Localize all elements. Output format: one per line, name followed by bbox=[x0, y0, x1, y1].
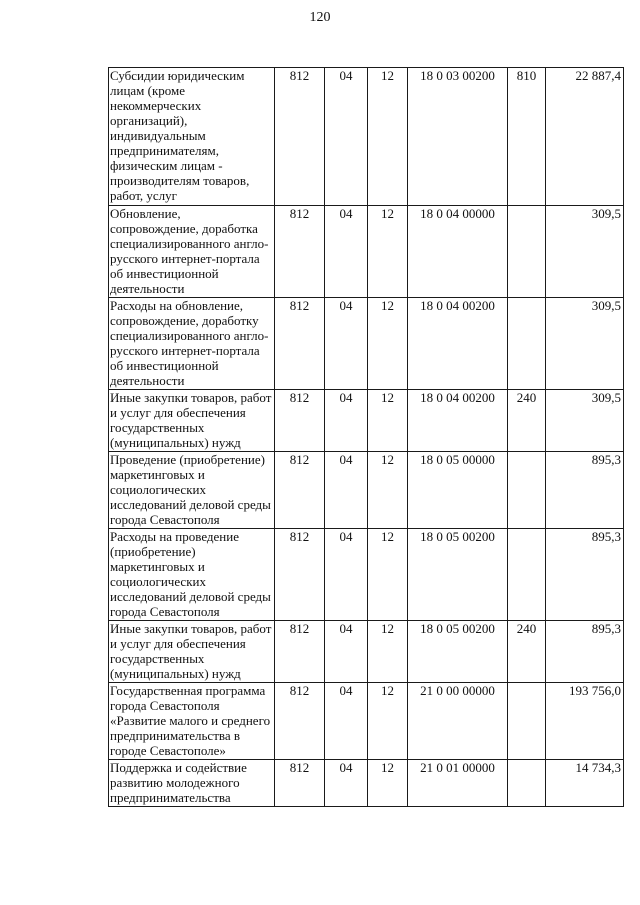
ministry-code-cell: 812 bbox=[275, 298, 325, 390]
table-row bbox=[109, 529, 624, 621]
table-row bbox=[109, 68, 624, 206]
expense-name-cell: Расходы на обновление, сопровождение, доработку специализированного англо-русского интернет-портала об инвестиционной деятельности bbox=[109, 298, 275, 390]
section-code-cell: 04 bbox=[325, 529, 368, 621]
subsection-code-cell: 12 bbox=[368, 452, 408, 529]
section-code-cell: 04 bbox=[325, 68, 368, 206]
expense-name-cell: Обновление, сопровождение, доработка специализированного англо-русского интернет-портала об инвестиционной деятельности bbox=[109, 206, 275, 298]
ministry-code-cell: 812 bbox=[275, 760, 325, 807]
section-code-cell: 04 bbox=[325, 683, 368, 760]
expense-name-cell: Поддержка и содействие развитию молодежного предпринимательства bbox=[109, 760, 275, 807]
expense-type-cell: 240 bbox=[508, 390, 546, 452]
ministry-code-cell: 812 bbox=[275, 206, 325, 298]
subsection-code-cell: 12 bbox=[368, 298, 408, 390]
ministry-code-cell: 812 bbox=[275, 529, 325, 621]
expense-type-cell bbox=[508, 298, 546, 390]
amount-cell: 895,3 bbox=[546, 529, 624, 621]
expense-name-cell: Государственная программа города Севастополя «Развитие малого и среднего предпринимательства в городе Севастополе» bbox=[109, 683, 275, 760]
expense-name-cell: Субсидии юридическим лицам (кроме некоммерческих организаций), индивидуальным предпринимателям, физическим лицам - производителям товаров, работ, услуг bbox=[109, 68, 275, 206]
target-article-cell: 18 0 03 00200 bbox=[408, 68, 508, 206]
expense-type-cell bbox=[508, 206, 546, 298]
target-article-cell: 18 0 04 00200 bbox=[408, 298, 508, 390]
amount-cell: 193 756,0 bbox=[546, 683, 624, 760]
table-row bbox=[109, 390, 624, 452]
amount-cell: 22 887,4 bbox=[546, 68, 624, 206]
expense-type-cell bbox=[508, 529, 546, 621]
subsection-code-cell: 12 bbox=[368, 760, 408, 807]
ministry-code-cell: 812 bbox=[275, 683, 325, 760]
subsection-code-cell: 12 bbox=[368, 683, 408, 760]
amount-cell: 895,3 bbox=[546, 621, 624, 683]
expense-type-cell: 240 bbox=[508, 621, 546, 683]
table-row bbox=[109, 760, 624, 807]
expense-name-cell: Проведение (приобретение) маркетинговых и социологических исследований деловой среды города Севастополя bbox=[109, 452, 275, 529]
section-code-cell: 04 bbox=[325, 760, 368, 807]
ministry-code-cell: 812 bbox=[275, 621, 325, 683]
target-article-cell: 21 0 01 00000 bbox=[408, 760, 508, 807]
table-row bbox=[109, 452, 624, 529]
amount-cell: 309,5 bbox=[546, 390, 624, 452]
target-article-cell: 21 0 00 00000 bbox=[408, 683, 508, 760]
target-article-cell: 18 0 04 00000 bbox=[408, 206, 508, 298]
section-code-cell: 04 bbox=[325, 621, 368, 683]
ministry-code-cell: 812 bbox=[275, 452, 325, 529]
target-article-cell: 18 0 05 00200 bbox=[408, 621, 508, 683]
table-row bbox=[109, 621, 624, 683]
expense-name-cell: Расходы на проведение (приобретение) маркетинговых и социологических исследований деловой среды города Севастополя bbox=[109, 529, 275, 621]
subsection-code-cell: 12 bbox=[368, 68, 408, 206]
expense-type-cell bbox=[508, 452, 546, 529]
subsection-code-cell: 12 bbox=[368, 390, 408, 452]
page-number: 120 bbox=[309, 10, 331, 25]
amount-cell: 14 734,3 bbox=[546, 760, 624, 807]
target-article-cell: 18 0 05 00000 bbox=[408, 452, 508, 529]
section-code-cell: 04 bbox=[325, 390, 368, 452]
amount-cell: 895,3 bbox=[546, 452, 624, 529]
section-code-cell: 04 bbox=[325, 206, 368, 298]
subsection-code-cell: 12 bbox=[368, 206, 408, 298]
subsection-code-cell: 12 bbox=[368, 621, 408, 683]
ministry-code-cell: 812 bbox=[275, 390, 325, 452]
expense-type-cell bbox=[508, 760, 546, 807]
table-row bbox=[109, 683, 624, 760]
subsection-code-cell: 12 bbox=[368, 529, 408, 621]
amount-cell: 309,5 bbox=[546, 206, 624, 298]
table-row bbox=[109, 206, 624, 298]
section-code-cell: 04 bbox=[325, 298, 368, 390]
table-row bbox=[109, 298, 624, 390]
expense-type-cell bbox=[508, 683, 546, 760]
ministry-code-cell: 812 bbox=[275, 68, 325, 206]
section-code-cell: 04 bbox=[325, 452, 368, 529]
amount-cell: 309,5 bbox=[546, 298, 624, 390]
target-article-cell: 18 0 04 00200 bbox=[408, 390, 508, 452]
expense-type-cell: 810 bbox=[508, 68, 546, 206]
expense-name-cell: Иные закупки товаров, работ и услуг для обеспечения государственных (муниципальных) нужд bbox=[109, 621, 275, 683]
budget-table bbox=[108, 67, 624, 807]
expense-name-cell: Иные закупки товаров, работ и услуг для обеспечения государственных (муниципальных) нужд bbox=[109, 390, 275, 452]
target-article-cell: 18 0 05 00200 bbox=[408, 529, 508, 621]
